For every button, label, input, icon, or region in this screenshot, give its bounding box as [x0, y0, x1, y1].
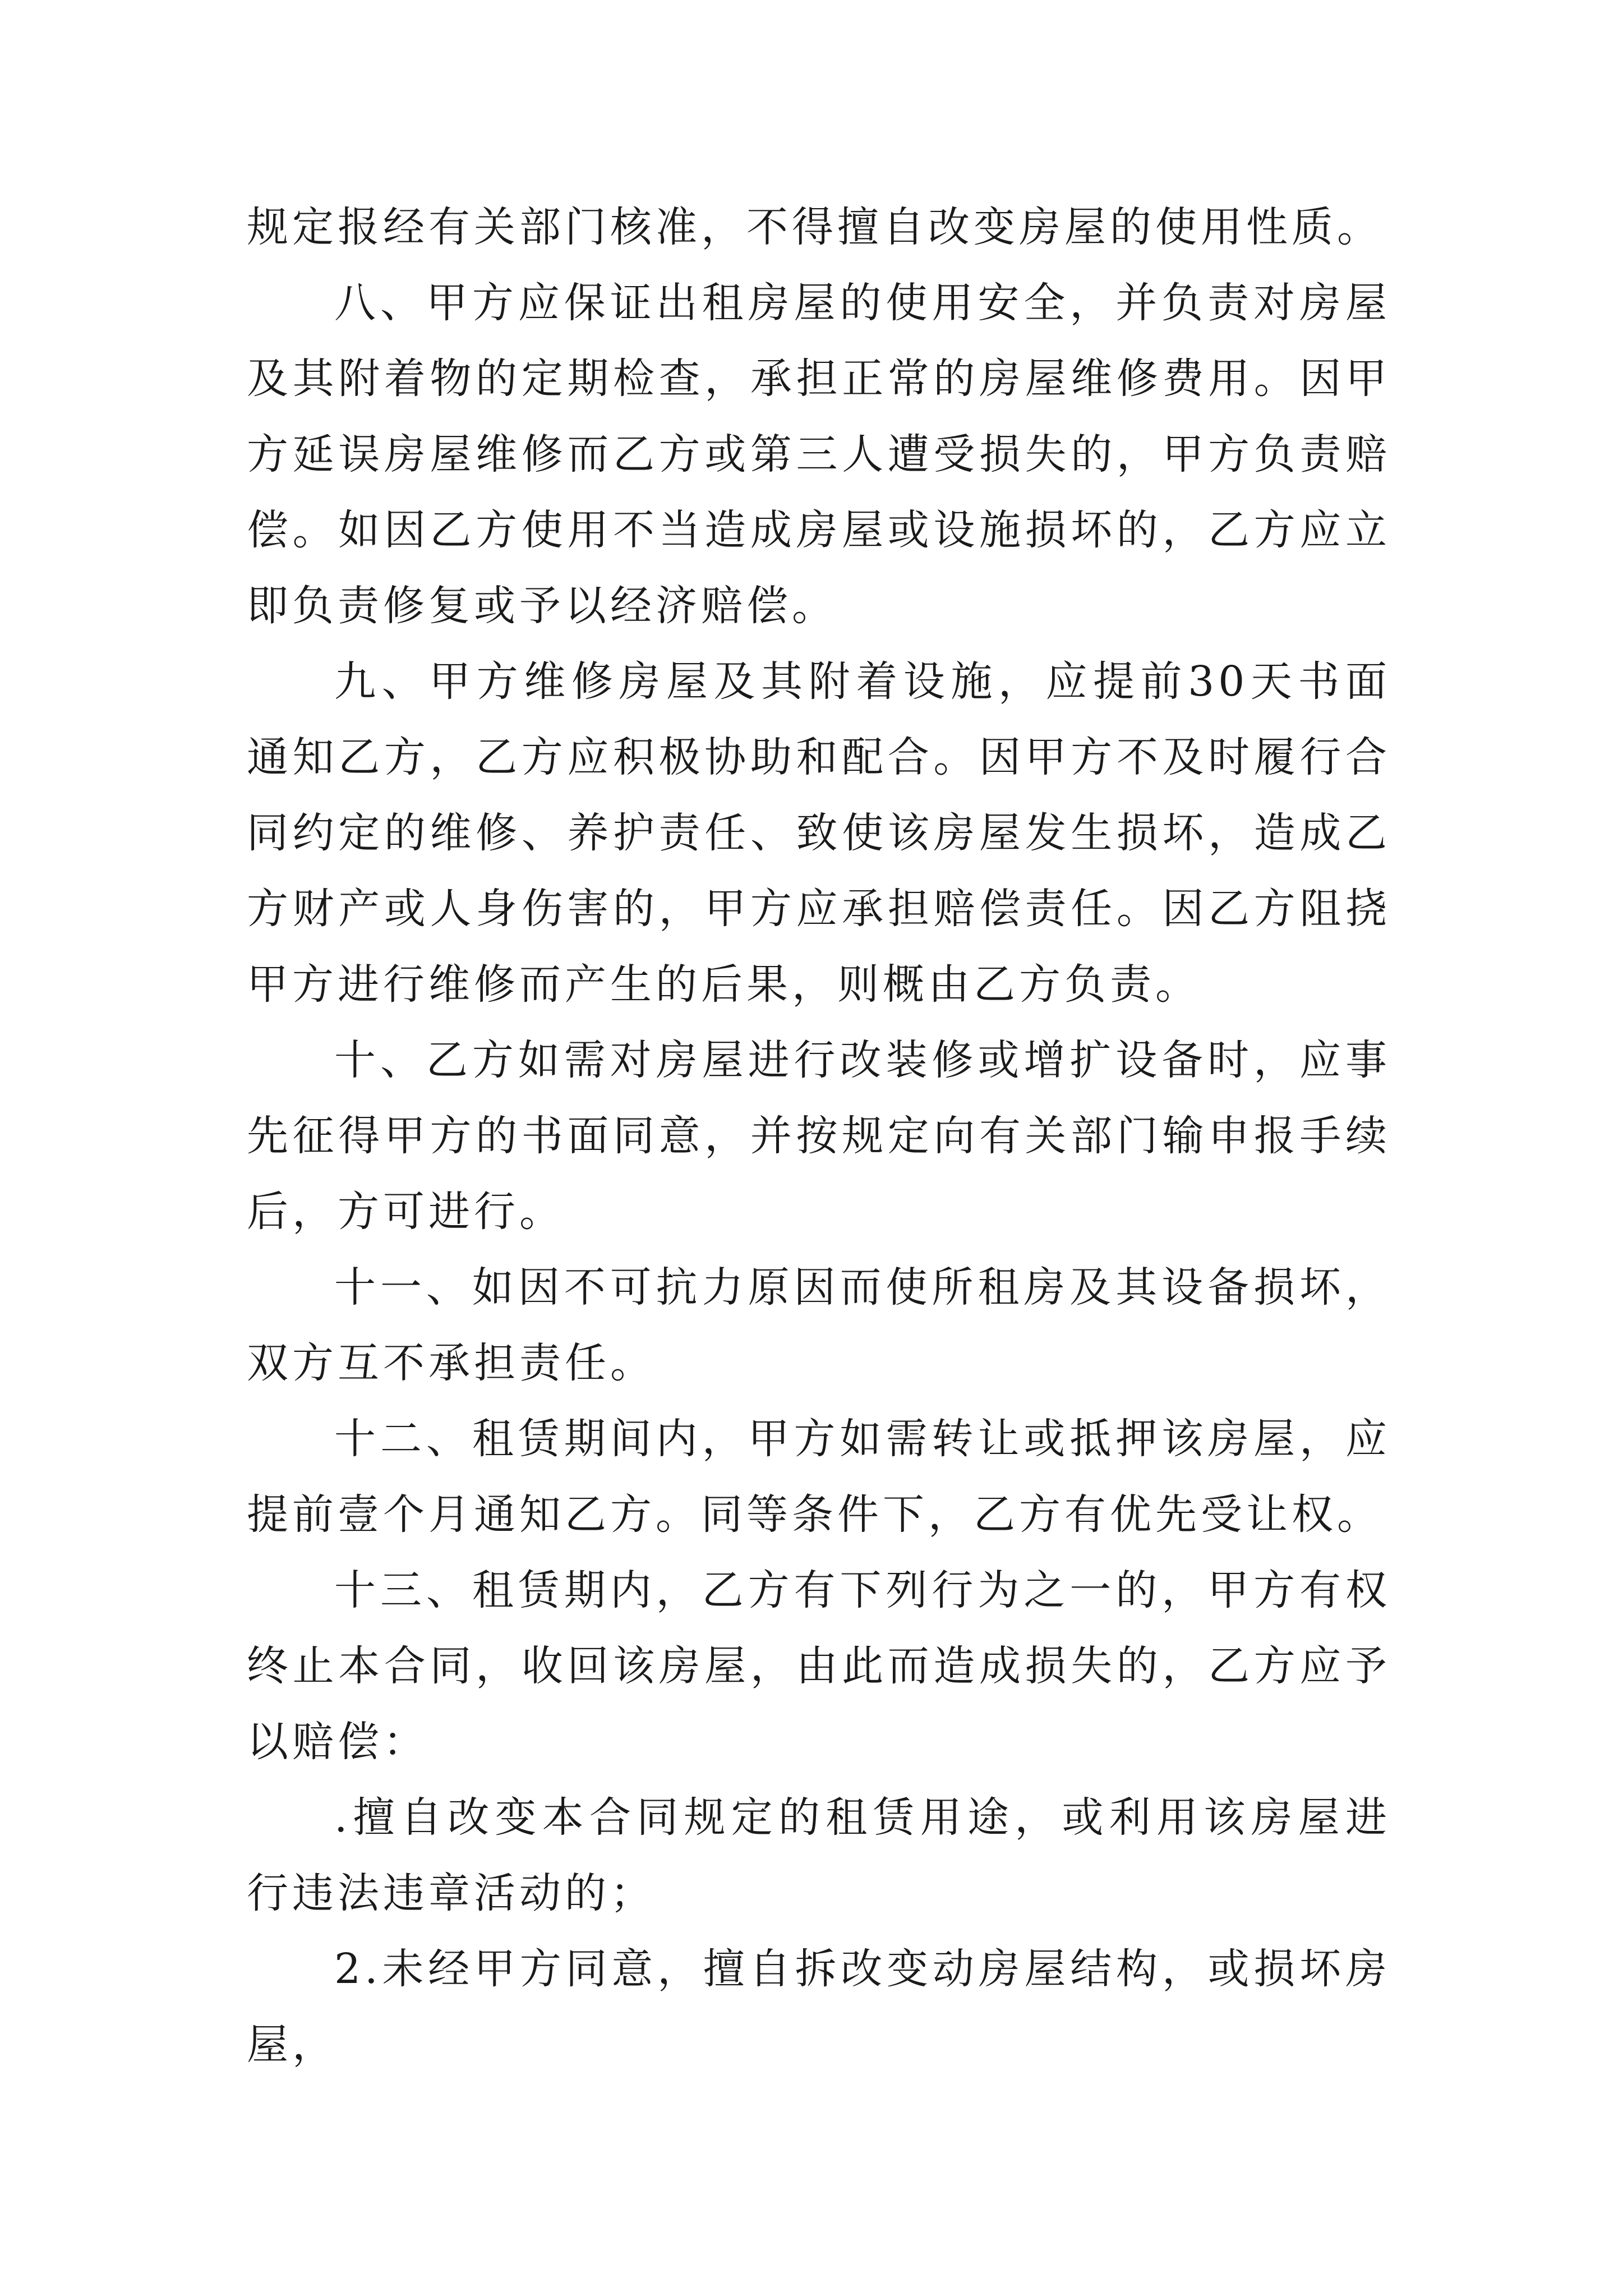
- clause-13-item-2: 2.未经甲方同意，擅自拆改变动房屋结构，或损坏房屋，: [247, 1945, 1391, 2069]
- document-body: [247, 190, 1391, 2083]
- clause-12-paragraph: 十二、租赁期间内，甲方如需转让或抵押该房屋，应提前壹个月通知乙方。同等条件下，乙方有优先受让权。: [247, 1415, 1391, 1539]
- clause-13-item-1: .擅自改变本合同规定的租赁用途，或利用该房屋进行违法违章活动的；: [247, 1793, 1391, 1917]
- paragraph-continuation: 规定报经有关部门核准，不得擅自改变房屋的使用性质。: [247, 203, 1382, 251]
- clause-8-paragraph: 八、甲方应保证出租房屋的使用安全，并负责对房屋及其附着物的定期检查，承担正常的房屋维修费用。因甲方延误房屋维修而乙方或第三人遭受损失的，甲方负责赔偿。如因乙方使用不当造成房屋或设施损坏的，乙方应立即负责修复或予以经济赔偿。: [247, 279, 1391, 630]
- clause-9-paragraph: 九、甲方维修房屋及其附着设施，应提前30天书面通知乙方，乙方应积极协助和配合。因甲方不及时履行合同约定的维修、养护责任、致使该房屋发生损坏，造成乙方财产或人身伤害的，甲方应承担赔偿责任。因乙方阻挠甲方进行维修而产生的后果，则概由乙方负责。: [247, 657, 1391, 1009]
- clause-11-paragraph: 十一、如因不可抗力原因而使所租房及其设备损坏，双方互不承担责任。: [247, 1263, 1391, 1387]
- clause-13-paragraph: 十三、租赁期内，乙方有下列行为之一的，甲方有权终止本合同，收回该房屋，由此而造成损失的，乙方应予以赔偿：: [247, 1566, 1391, 1766]
- clause-10-paragraph: 十、乙方如需对房屋进行改装修或增扩设备时，应事先征得甲方的书面同意，并按规定向有关部门输申报手续后，方可进行。: [247, 1036, 1391, 1236]
